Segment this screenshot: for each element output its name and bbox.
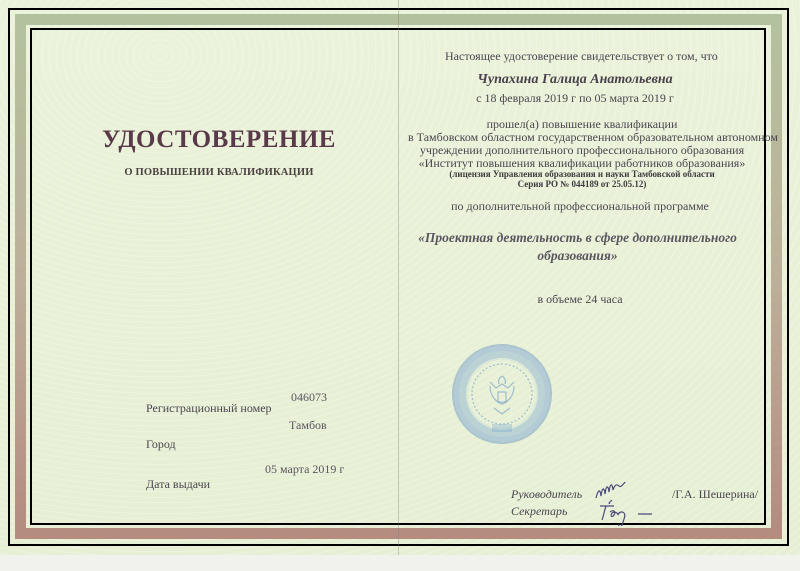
institution-line-2: учреждении дополнительного профессионального образования xyxy=(419,143,745,157)
training-period: с 18 февраля 2019 г по 05 марта 2019 г xyxy=(476,91,674,105)
program-title-line-2: образования» xyxy=(537,248,618,263)
completed-text: прошел(а) повышение квалификации xyxy=(486,117,678,131)
registration-number-value: 046073 xyxy=(291,390,327,404)
director-name: /Г.А. Шешерина/ xyxy=(672,487,759,501)
issue-date-label: Дата выдачи xyxy=(146,477,211,491)
recipient-name: Чупахина Галица Анатольевна xyxy=(477,72,673,87)
city-label: Город xyxy=(146,437,176,451)
program-intro: по дополнительной профессиональной программе xyxy=(451,199,709,213)
institution-line-3: «Институт повышения квалификации работников образования» xyxy=(418,156,746,170)
intro-text: Настоящее удостоверение свидетельствует о том, что xyxy=(445,49,718,63)
license-line-2: Серия РО № 044189 от 25.05.12) xyxy=(517,179,647,189)
institution-line-1: в Тамбовском областном государственном образовательном автономном xyxy=(408,130,778,144)
registration-number-label: Регистрационный номер xyxy=(146,401,272,415)
program-title-line-1: «Проектная деятельность в сфере дополнительного xyxy=(418,230,737,245)
eagle-emblem-icon xyxy=(454,346,550,442)
official-seal xyxy=(452,344,552,444)
issue-date-value: 05 марта 2019 г xyxy=(265,462,345,476)
license-line-1: (лицензия Управления образования и науки Тамбовской области xyxy=(449,169,715,179)
certificate-title: УДОСТОВЕРЕНИЕ xyxy=(102,126,336,153)
center-fold xyxy=(398,0,399,555)
secretary-role-label: Секретарь xyxy=(511,504,568,518)
program-volume: в объеме 24 часа xyxy=(537,292,623,306)
director-role-label: Руководитель xyxy=(511,487,583,501)
city-value: Тамбов xyxy=(289,418,327,432)
certificate-subtitle: О ПОВЫШЕНИИ КВАЛИФИКАЦИИ xyxy=(124,167,314,178)
